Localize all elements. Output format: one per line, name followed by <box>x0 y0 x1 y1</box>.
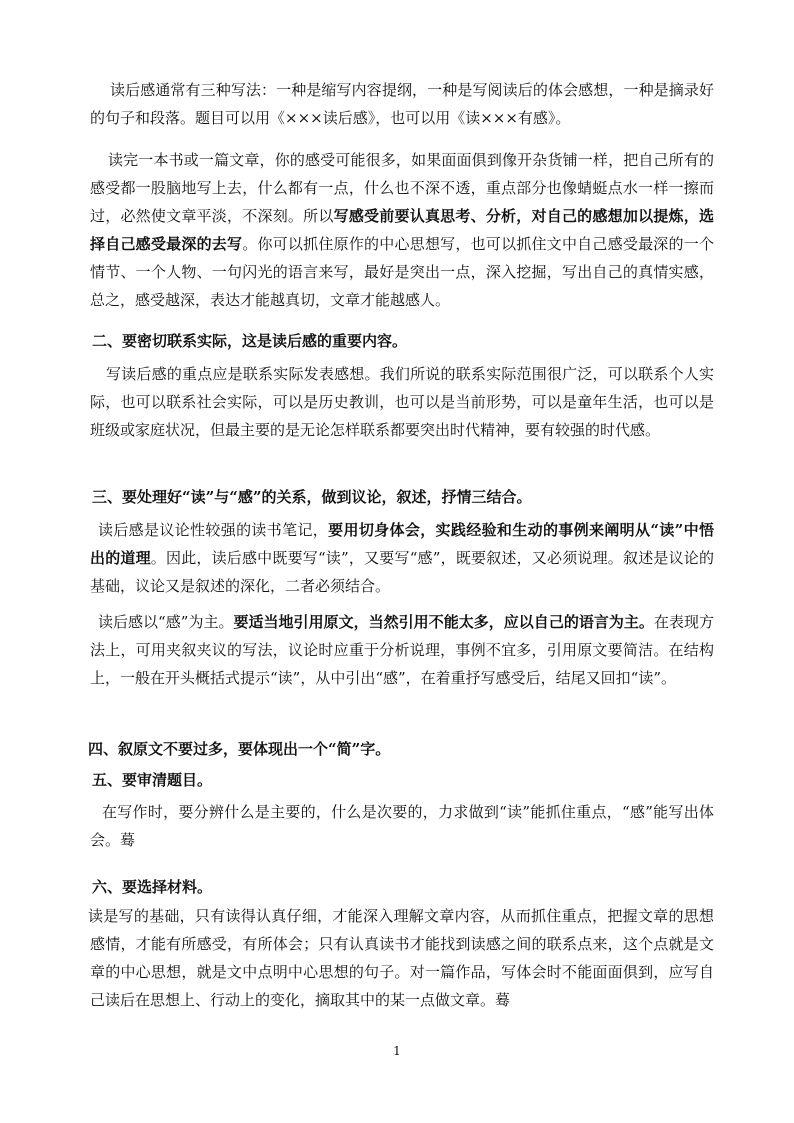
paragraph-text: 。因此，读后感中既要写“读”，又要写“感”，既要叙述，又必须说理。叙述是议论的基础，议论又是叙述的深化，二者必须结合。 <box>90 549 714 595</box>
paragraph-text: 在写作时，要分辨什么是主要的，什么是次要的，力求做到“读”能抓住重点，“感”能写出体会。蓦 <box>90 803 714 849</box>
paragraph-text: 写读后感的重点应是联系实际发表感想。我们所说的联系实际范围很广泛，可以联系个人实际，也可以联系社会实际，可以是历史教训，也可以是当前形势，可以是童年生活，也可以是班级或家庭状况，但最主要的是无论怎样联系都要突出时代精神，要有较强的时代感。 <box>90 365 714 439</box>
paragraph-text: 。你可以抓住原作的中心思想写，也可以抓住文中自己感受最深的一个情节、一个人物、一句闪光的语言来写，最好是突出一点，深入挖掘，写出自己的真情实感，总之，感受越深，表达才能越真切，文章才能越感人。 <box>90 235 714 309</box>
section-heading-4 <box>90 735 714 763</box>
paragraph-text: 在表现方法上，可用夹叙夹议的写法，议论时应重于分析说理，事例不宜多，引用原文要简洁。在结构上，一般在开头概括式提示“读”，从中引出“感”，在着重抒写感受后，结尾又回扣“读”。 <box>90 613 714 687</box>
section-heading-6 <box>90 873 714 901</box>
paragraph-review-topic <box>90 798 714 854</box>
paragraph-focus-feelings <box>90 146 714 314</box>
paragraph-text: 读是写的基础，只有读得认真仔细，才能深入理解文章内容，从而抓住重点，把握文章的思想感情，才能有所感受，有所体会；只有认真读书才能找到读感之间的联系点来，这个点就是文章的中心思想，就是文中点明中心思想的句子。对一篇作品，写体会时不能面面俱到，应写自己读后在思想上、行动上的变化，摘取其中的某一点做文章。蓦 <box>88 907 714 1009</box>
paragraph-text: 读后感通常有三种写法：一种是缩写内容提纲，一种是写阅读后的体会感想，一种是摘录好的句子和段落。题目可以用《×××读后感》，也可以用《读×××有感》。 <box>90 81 714 127</box>
heading-text: 四、叙原文不要过多，要体现出一个“简”字。 <box>88 740 391 758</box>
paragraph-text: 读完一本书或一篇文章，你的感受可能很多，如果面面俱到像开杂货铺一样，把自己所有的感受都一股脑地写上去，什么都有一点，什么也不深不透，重点部分也像蜻蜓点水一样一擦而过，必然使文章平淡，不深刻。所以 <box>90 151 714 225</box>
bold-emphasis: 要用切身体会，实践经验和生动的事例来阐明从“读”中悟出的道理 <box>90 521 714 567</box>
section-heading-5 <box>90 766 714 794</box>
section-heading-3 <box>90 483 714 511</box>
paragraph-connect-reality <box>90 360 714 444</box>
section-heading-2 <box>90 327 714 355</box>
paragraph-text: 读后感以“感”为主。 <box>98 613 234 631</box>
bold-emphasis: 写感受前要认真思考、分析，对自己的感想加以提炼，选择自己感受最深的去写 <box>90 207 714 253</box>
paragraph-reading-notes <box>90 516 714 600</box>
heading-text: 二、要密切联系实际，这是读后感的重要内容。 <box>92 332 408 350</box>
heading-text: 三、要处理好“读”与“感”的关系，做到议论，叙述，抒情三结合。 <box>92 488 532 506</box>
paragraph-select-material <box>90 902 714 1014</box>
bold-emphasis: 要适当地引用原文，当然引用不能太多，应以自己的语言为主。 <box>233 613 654 631</box>
heading-text: 六、要选择材料。 <box>92 878 213 896</box>
paragraph-feeling-focus <box>90 608 714 692</box>
paragraph-writing-methods <box>90 76 714 132</box>
heading-text: 五、要审清题目。 <box>92 771 213 789</box>
page-number: 1 <box>393 1044 401 1058</box>
paragraph-text: 读后感是议论性较强的读书笔记， <box>98 521 329 539</box>
